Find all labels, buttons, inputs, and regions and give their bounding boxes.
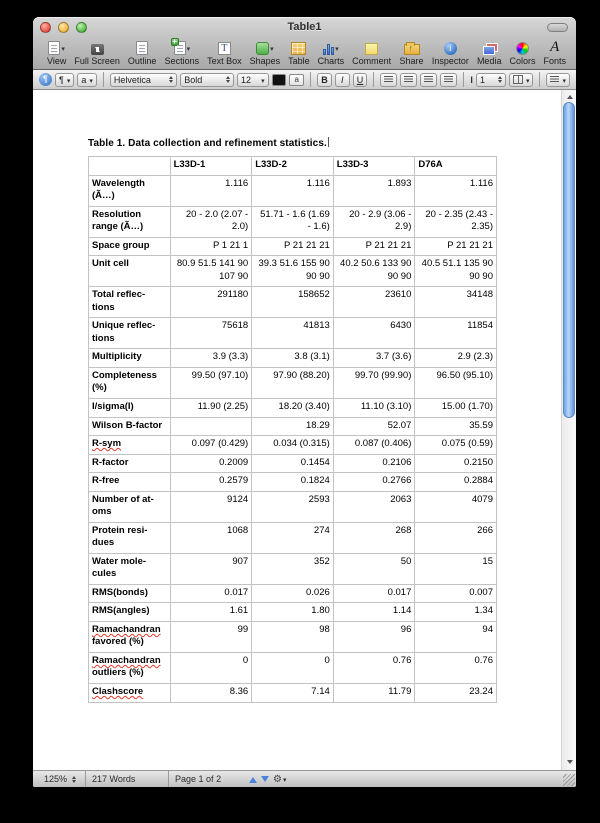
sections-button[interactable] [161, 39, 204, 66]
colors-button[interactable] [505, 39, 539, 66]
cell-value: 0.1824 [252, 473, 334, 492]
cell-value: 6430 [333, 318, 415, 349]
font-size-value: 12 [240, 74, 251, 85]
cell-value: 0.2150 [415, 454, 497, 473]
comment-button[interactable] [348, 39, 395, 66]
cell-value: 18.20 (3.40) [252, 398, 334, 417]
charts-label: Charts [317, 56, 345, 66]
charts-button[interactable] [314, 39, 349, 66]
table-row [89, 349, 497, 368]
cell-value: 50 [333, 553, 415, 584]
font-face-value: Bold [184, 74, 203, 85]
cell-value [170, 417, 252, 436]
table-row [89, 584, 497, 603]
document-heading-text: Table 1. Data collection and refinement statistics. [88, 138, 327, 149]
corner-header [89, 157, 171, 176]
cell-value: 0.76 [415, 652, 497, 683]
close-button[interactable] [40, 22, 51, 33]
paragraph-styles-button[interactable]: ¶ [39, 73, 52, 86]
row-label: Total reflec-tions [89, 287, 171, 318]
row-label: R-free [89, 473, 171, 492]
dropdown-arrow [334, 43, 339, 55]
media-icon [483, 46, 495, 55]
row-label [89, 436, 171, 455]
cell-value: 268 [333, 522, 415, 553]
inspector-button[interactable] [428, 39, 473, 66]
misspelled-word: Ramachandran [92, 623, 161, 635]
cell-value: 7.14 [252, 684, 334, 703]
dropdown-arrow [186, 43, 191, 55]
align-justify-icon [444, 76, 453, 84]
cell-value: 41813 [252, 318, 334, 349]
list-button[interactable] [546, 73, 570, 87]
cell-value: 2593 [252, 491, 334, 522]
row-label: Unit cell [89, 256, 171, 287]
window-title: Table1 [287, 20, 322, 33]
cell-value: 1.80 [252, 603, 334, 622]
divider [463, 72, 464, 87]
cell-value: P 21 21 21 [252, 237, 334, 256]
cell-value: 96 [333, 621, 415, 652]
dropdown-arrow [66, 75, 71, 85]
cell-value: 1.116 [252, 175, 334, 206]
align-justify-button[interactable] [440, 73, 457, 87]
align-right-icon [424, 76, 433, 84]
cell-value: 1.893 [333, 175, 415, 206]
table-row [89, 237, 497, 256]
align-right-button[interactable] [420, 73, 437, 87]
cell-value: 15 [415, 553, 497, 584]
cell-value: 0.087 (0.406) [333, 436, 415, 455]
full-screen-button[interactable] [70, 39, 124, 66]
outline-icon [136, 41, 148, 55]
line-spacing-select[interactable] [476, 73, 506, 87]
document-area [33, 90, 576, 770]
row-label: RMS(bonds) [89, 584, 171, 603]
table-row [89, 256, 497, 287]
shapes-icon [256, 42, 269, 55]
table-row [89, 603, 497, 622]
paragraph-glyph: ¶ [59, 74, 64, 85]
divider [539, 72, 540, 87]
columns-button[interactable] [509, 73, 534, 87]
page-indicator: Page 1 of 2 [175, 774, 222, 784]
table-row [89, 175, 497, 206]
table-row [89, 367, 497, 398]
format-bar [33, 70, 576, 90]
stats-table-head-row [89, 157, 497, 176]
window-chrome [33, 17, 576, 70]
status-bar [33, 770, 576, 787]
table-row [89, 621, 497, 652]
share-label: Share [399, 56, 424, 66]
column-header: L33D-3 [333, 157, 415, 176]
table-row [89, 652, 497, 683]
dropdown-arrow [561, 75, 566, 85]
cell-value: 3.7 (3.6) [333, 349, 415, 368]
view-icon [48, 41, 60, 55]
vertical-scrollbar[interactable] [561, 90, 576, 770]
cell-value: 1.116 [415, 175, 497, 206]
toolbar [33, 35, 576, 69]
zoom-stepper-icon [72, 774, 76, 785]
cell-value: 266 [415, 522, 497, 553]
page-nav [249, 773, 286, 786]
row-label: Ramachandran favored (%) [89, 621, 171, 652]
zoom-button[interactable] [76, 22, 87, 33]
document-heading [88, 137, 561, 149]
resize-grip-icon[interactable] [563, 774, 575, 786]
row-label: Completeness (%) [89, 367, 171, 398]
cell-value: 98 [252, 621, 334, 652]
stats-table[interactable] [88, 156, 497, 703]
cell-value: 8.36 [170, 684, 252, 703]
dropdown-arrow [60, 43, 65, 55]
cell-value: 2063 [333, 491, 415, 522]
cell-value: 0.026 [252, 584, 334, 603]
paragraph-style-dropdown[interactable] [55, 73, 74, 87]
italic-button[interactable]: I [335, 73, 350, 87]
align-left-icon [384, 76, 393, 84]
cell-value: 0.097 (0.429) [170, 436, 252, 455]
divider [168, 771, 169, 787]
cell-value: 20 - 2.0 (2.07 - 2.0) [170, 206, 252, 237]
full-screen-icon [91, 44, 104, 55]
char-glyph: a [81, 74, 87, 85]
misspelled-word: R-sym [92, 438, 122, 450]
previous-page-button[interactable] [249, 773, 257, 783]
text-box-icon: T [218, 42, 231, 55]
media-label: Media [476, 56, 502, 66]
cell-value: 0.007 [415, 584, 497, 603]
columns-icon [513, 75, 523, 84]
cell-value: 94 [415, 621, 497, 652]
cell-value: 3.9 (3.3) [170, 349, 252, 368]
view-label: View [47, 56, 67, 66]
divider [103, 72, 104, 87]
column-header: L33D-1 [170, 157, 252, 176]
shapes-button[interactable] [246, 39, 285, 66]
cell-value: 11.90 (2.25) [170, 398, 252, 417]
table-row [89, 398, 497, 417]
row-label [89, 684, 171, 703]
comment-icon [365, 43, 378, 55]
table-row [89, 491, 497, 522]
bold-button[interactable]: B [317, 73, 332, 87]
fonts-icon: A [550, 39, 560, 55]
table-button[interactable] [284, 39, 314, 66]
row-label: R-factor [89, 454, 171, 473]
cell-value: 39.3 51.6 155 90 90 90 [252, 256, 334, 287]
cell-value: 2.9 (2.3) [415, 349, 497, 368]
zoom-level: 125% [44, 774, 68, 784]
table-icon [291, 42, 306, 55]
dropdown-arrow [88, 75, 93, 85]
table-row [89, 454, 497, 473]
cell-value: 0.017 [333, 584, 415, 603]
underline-button[interactable]: U [353, 73, 368, 87]
row-label: Multiplicity [89, 349, 171, 368]
title-bar[interactable] [33, 18, 576, 35]
cell-value: 99 [170, 621, 252, 652]
full-screen-label: Full Screen [74, 56, 120, 66]
table-label: Table [288, 56, 310, 66]
cell-value: 352 [252, 553, 334, 584]
cell-value: 80.9 51.5 141 90 107 90 [170, 256, 252, 287]
row-label: Space group [89, 237, 171, 256]
character-style-dropdown[interactable] [77, 73, 97, 87]
cell-value: 274 [252, 522, 334, 553]
cell-value: 1.14 [333, 603, 415, 622]
cell-value: 40.2 50.6 133 90 90 90 [333, 256, 415, 287]
cell-value: 0 [252, 652, 334, 683]
cell-value: 3.8 (3.1) [252, 349, 334, 368]
cell-value: 35.59 [415, 417, 497, 436]
cell-value: 75618 [170, 318, 252, 349]
outline-label: Outline [127, 56, 157, 66]
cell-value: 0.2579 [170, 473, 252, 492]
align-center-button[interactable] [400, 73, 417, 87]
list-icon [550, 76, 559, 84]
cell-value: P 21 21 21 [415, 237, 497, 256]
cell-value: 0.76 [333, 652, 415, 683]
align-center-icon [404, 76, 413, 84]
cell-value: 11854 [415, 318, 497, 349]
row-label: Wilson B-factor [89, 417, 171, 436]
toolbar-toggle-button[interactable] [547, 23, 568, 32]
row-label: Wavelength (Ã…) [89, 175, 171, 206]
divider [85, 771, 86, 787]
comment-label: Comment [352, 56, 392, 66]
cell-value: 0.2106 [333, 454, 415, 473]
row-label: Resolution range (Ã…) [89, 206, 171, 237]
cell-value: 0.017 [170, 584, 252, 603]
colors-icon [516, 42, 529, 55]
cell-value: 0 [170, 652, 252, 683]
table-row [89, 206, 497, 237]
row-label: Number of at-oms [89, 491, 171, 522]
row-label: Ramachandran outliers (%) [89, 652, 171, 683]
next-page-button[interactable] [261, 776, 269, 786]
cell-value: 40.5 51.1 135 90 90 90 [415, 256, 497, 287]
cell-value: 51.71 - 1.6 (1.69 - 1.6) [252, 206, 334, 237]
gear-menu-button[interactable]: ⚙ ▾ [273, 774, 286, 785]
divider [373, 72, 374, 87]
table-row [89, 553, 497, 584]
row-label: I/sigma(I) [89, 398, 171, 417]
font-size-select[interactable] [237, 73, 269, 87]
cell-value: 158652 [252, 287, 334, 318]
cell-value: 0.2009 [170, 454, 252, 473]
font-family-select[interactable] [110, 73, 177, 87]
misspelled-word: Ramachandran [92, 654, 161, 666]
misspelled-word: Clashscore [92, 686, 144, 697]
cell-value: 0.2884 [415, 473, 497, 492]
colors-label: Colors [509, 56, 536, 66]
minimize-button[interactable] [58, 22, 69, 33]
align-left-button[interactable] [380, 73, 397, 87]
inspector-icon: i [444, 42, 457, 55]
font-face-select[interactable] [180, 73, 234, 87]
cell-value: 1.61 [170, 603, 252, 622]
cell-value: 0.1454 [252, 454, 334, 473]
page-content[interactable] [33, 90, 561, 770]
dropdown-arrow [260, 75, 265, 85]
table-row [89, 318, 497, 349]
cell-value: 4079 [415, 491, 497, 522]
sections-icon: + [174, 41, 186, 55]
media-button[interactable] [473, 39, 506, 66]
font-family-value: Helvetica [113, 74, 151, 85]
share-icon [404, 44, 420, 55]
divider [310, 72, 311, 87]
word-count: 217 Words [92, 774, 136, 784]
cell-value: 0.2766 [333, 473, 415, 492]
row-label: Protein resi-dues [89, 522, 171, 553]
row-label: Unique reflec-tions [89, 318, 171, 349]
cell-value: 23610 [333, 287, 415, 318]
fonts-label: Fonts [543, 56, 566, 66]
shapes-label: Shapes [249, 56, 281, 66]
cell-value: 20 - 2.35 (2.43 - 2.35) [415, 206, 497, 237]
dropdown-arrow [269, 43, 274, 55]
cell-value: 99.50 (97.10) [170, 367, 252, 398]
sections-label: Sections [164, 56, 200, 66]
cell-value: 15.00 (1.70) [415, 398, 497, 417]
cell-value: 52.07 [333, 417, 415, 436]
text-box-button[interactable] [203, 39, 246, 66]
fonts-button[interactable] [539, 39, 570, 66]
table-row [89, 417, 497, 436]
cell-value: 907 [170, 553, 252, 584]
cell-value: 291180 [170, 287, 252, 318]
scroll-down-button[interactable] [562, 759, 576, 768]
cell-value: 11.79 [333, 684, 415, 703]
cell-value: 9124 [170, 491, 252, 522]
cell-value: P 21 21 21 [333, 237, 415, 256]
background-color-well[interactable]: a [289, 74, 304, 86]
column-header: L33D-2 [252, 157, 334, 176]
cell-value: 18.29 [252, 417, 334, 436]
view-button[interactable] [43, 39, 70, 66]
table-row [89, 287, 497, 318]
text-cursor [328, 137, 329, 147]
cell-value: 0.075 (0.59) [415, 436, 497, 455]
column-header: D76A [415, 157, 497, 176]
cell-value: 0.034 (0.315) [252, 436, 334, 455]
row-label: Water mole-cules [89, 553, 171, 584]
cell-value: 96.50 (95.10) [415, 367, 497, 398]
cell-value: 11.10 (3.10) [333, 398, 415, 417]
row-label: RMS(angles) [89, 603, 171, 622]
charts-icon [323, 43, 334, 55]
app-window [33, 17, 576, 787]
line-spacing-icon: I [470, 74, 473, 85]
cell-value: P 1 21 1 [170, 237, 252, 256]
scrollbar-thumb[interactable] [563, 102, 575, 418]
share-button[interactable] [396, 39, 428, 66]
table-row [89, 473, 497, 492]
table-row [89, 684, 497, 703]
traffic-lights [40, 22, 87, 33]
line-spacing-value: 1 [479, 74, 485, 85]
cell-value: 99.70 (99.90) [333, 367, 415, 398]
cell-value: 23.24 [415, 684, 497, 703]
cell-value: 1.34 [415, 603, 497, 622]
cell-value: 1.116 [170, 175, 252, 206]
cell-value: 34148 [415, 287, 497, 318]
outline-button[interactable] [124, 39, 161, 66]
table-row [89, 436, 497, 455]
text-box-label: Text Box [207, 56, 242, 66]
table-row [89, 522, 497, 553]
text-color-well[interactable] [272, 74, 287, 86]
dropdown-arrow [525, 75, 530, 85]
cell-value: 97.90 (88.20) [252, 367, 334, 398]
stats-table-body [89, 175, 497, 702]
cell-value: 1068 [170, 522, 252, 553]
scroll-up-button[interactable] [562, 91, 576, 100]
inspector-label: Inspector [431, 56, 469, 66]
zoom-control[interactable] [41, 774, 79, 785]
cell-value: 20 - 2.9 (3.06 - 2.9) [333, 206, 415, 237]
